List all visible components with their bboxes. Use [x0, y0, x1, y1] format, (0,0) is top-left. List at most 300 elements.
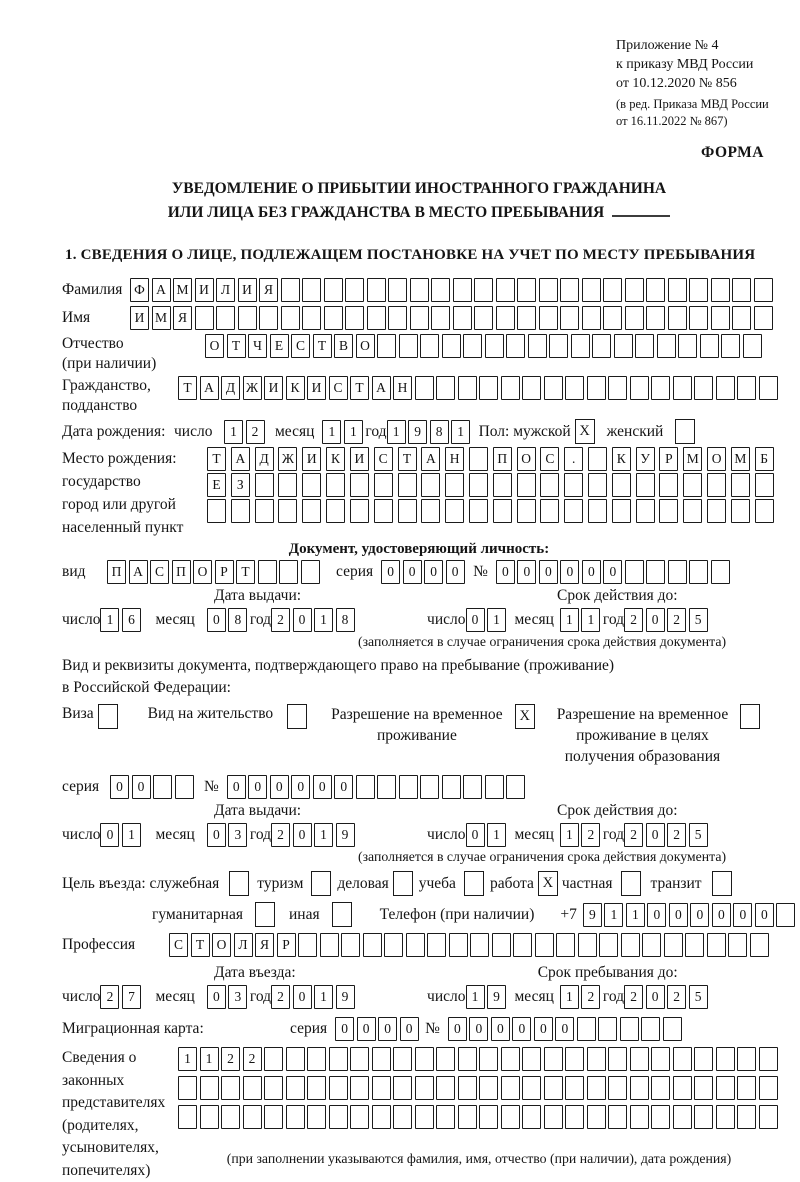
char-cell[interactable]: [279, 560, 298, 584]
char-cell[interactable]: 0: [466, 823, 485, 847]
char-cell[interactable]: 5: [689, 985, 708, 1009]
purpose-official-checkbox[interactable]: [229, 871, 249, 896]
char-cell[interactable]: 1: [314, 608, 333, 632]
char-cell[interactable]: [479, 1105, 498, 1129]
char-cell[interactable]: [759, 1105, 778, 1129]
char-cell[interactable]: [716, 376, 735, 400]
char-cell[interactable]: [711, 278, 730, 302]
char-cell[interactable]: 1: [466, 985, 485, 1009]
char-cell[interactable]: 9: [336, 823, 355, 847]
char-cell[interactable]: [463, 334, 482, 358]
char-cell[interactable]: [651, 1076, 670, 1100]
char-cell[interactable]: [178, 1105, 197, 1129]
char-cell[interactable]: 1: [626, 903, 645, 927]
char-cell[interactable]: Е: [270, 334, 289, 358]
char-cell[interactable]: [625, 278, 644, 302]
char-cell[interactable]: [759, 1076, 778, 1100]
char-cell[interactable]: Н: [445, 447, 464, 471]
char-cell[interactable]: [646, 278, 665, 302]
char-cell[interactable]: [689, 278, 708, 302]
char-cell[interactable]: [578, 933, 597, 957]
char-cell[interactable]: [221, 1105, 240, 1129]
char-cell[interactable]: [153, 775, 172, 799]
char-cell[interactable]: [259, 306, 278, 330]
char-cell[interactable]: [517, 473, 536, 497]
char-cell[interactable]: П: [107, 560, 126, 584]
char-cell[interactable]: Я: [173, 306, 192, 330]
char-cell[interactable]: 0: [646, 823, 665, 847]
purpose-business-checkbox[interactable]: [393, 871, 413, 896]
char-cell[interactable]: [264, 1076, 283, 1100]
char-cell[interactable]: П: [493, 447, 512, 471]
char-cell[interactable]: [372, 1076, 391, 1100]
char-cell[interactable]: [449, 933, 468, 957]
visa-checkbox[interactable]: [98, 704, 118, 729]
char-cell[interactable]: И: [238, 278, 257, 302]
char-cell[interactable]: 5: [689, 823, 708, 847]
char-cell[interactable]: [776, 903, 795, 927]
char-cell[interactable]: 0: [335, 1017, 354, 1041]
char-cell[interactable]: 1: [314, 823, 333, 847]
char-cell[interactable]: [281, 278, 300, 302]
char-cell[interactable]: К: [326, 447, 345, 471]
char-cell[interactable]: [608, 1076, 627, 1100]
char-cell[interactable]: [540, 499, 559, 523]
char-cell[interactable]: [700, 334, 719, 358]
char-cell[interactable]: 0: [466, 608, 485, 632]
char-cell[interactable]: [427, 933, 446, 957]
char-cell[interactable]: [621, 933, 640, 957]
char-cell[interactable]: 0: [334, 775, 353, 799]
char-cell[interactable]: [255, 473, 274, 497]
char-cell[interactable]: [522, 1105, 541, 1129]
char-cell[interactable]: 0: [539, 560, 558, 584]
char-cell[interactable]: З: [231, 473, 250, 497]
char-cell[interactable]: [528, 334, 547, 358]
char-cell[interactable]: [453, 306, 472, 330]
char-cell[interactable]: 2: [271, 608, 290, 632]
char-cell[interactable]: [657, 334, 676, 358]
char-cell[interactable]: Р: [277, 933, 296, 957]
char-cell[interactable]: [264, 1105, 283, 1129]
char-cell[interactable]: [737, 1105, 756, 1129]
char-cell[interactable]: [549, 334, 568, 358]
char-cell[interactable]: 0: [491, 1017, 510, 1041]
char-cell[interactable]: М: [152, 306, 171, 330]
char-cell[interactable]: 0: [270, 775, 289, 799]
char-cell[interactable]: [506, 334, 525, 358]
char-cell[interactable]: [243, 1105, 262, 1129]
char-cell[interactable]: [278, 499, 297, 523]
char-cell[interactable]: [207, 499, 226, 523]
char-cell[interactable]: [612, 499, 631, 523]
char-cell[interactable]: 8: [336, 608, 355, 632]
char-cell[interactable]: [388, 278, 407, 302]
char-cell[interactable]: Я: [255, 933, 274, 957]
char-cell[interactable]: 0: [100, 823, 119, 847]
char-cell[interactable]: [286, 1047, 305, 1071]
char-cell[interactable]: 0: [400, 1017, 419, 1041]
char-cell[interactable]: [565, 1105, 584, 1129]
char-cell[interactable]: [329, 1076, 348, 1100]
char-cell[interactable]: [436, 1076, 455, 1100]
char-cell[interactable]: [664, 933, 683, 957]
char-cell[interactable]: [646, 306, 665, 330]
char-cell[interactable]: [479, 376, 498, 400]
char-cell[interactable]: 0: [560, 560, 579, 584]
char-cell[interactable]: [731, 499, 750, 523]
char-cell[interactable]: 0: [517, 560, 536, 584]
char-cell[interactable]: [479, 1076, 498, 1100]
char-cell[interactable]: 0: [469, 1017, 488, 1041]
char-cell[interactable]: [301, 560, 320, 584]
char-cell[interactable]: [264, 1047, 283, 1071]
char-cell[interactable]: [442, 334, 461, 358]
char-cell[interactable]: 9: [583, 903, 602, 927]
char-cell[interactable]: [298, 933, 317, 957]
char-cell[interactable]: [372, 1047, 391, 1071]
char-cell[interactable]: [307, 1105, 326, 1129]
char-cell[interactable]: О: [205, 334, 224, 358]
char-cell[interactable]: Е: [207, 473, 226, 497]
purpose-other-checkbox[interactable]: [332, 902, 352, 927]
char-cell[interactable]: 1: [451, 420, 470, 444]
char-cell[interactable]: [374, 499, 393, 523]
char-cell[interactable]: [737, 1047, 756, 1071]
char-cell[interactable]: 1: [322, 420, 341, 444]
char-cell[interactable]: [694, 1105, 713, 1129]
char-cell[interactable]: М: [731, 447, 750, 471]
char-cell[interactable]: [625, 306, 644, 330]
char-cell[interactable]: [694, 1076, 713, 1100]
char-cell[interactable]: [243, 1076, 262, 1100]
char-cell[interactable]: [469, 473, 488, 497]
residence-permit-checkbox[interactable]: [287, 704, 307, 729]
char-cell[interactable]: [707, 473, 726, 497]
char-cell[interactable]: [564, 499, 583, 523]
char-cell[interactable]: [302, 278, 321, 302]
char-cell[interactable]: [350, 1047, 369, 1071]
char-cell[interactable]: [302, 306, 321, 330]
char-cell[interactable]: [754, 306, 773, 330]
char-cell[interactable]: 0: [132, 775, 151, 799]
char-cell[interactable]: 2: [667, 985, 686, 1009]
char-cell[interactable]: 0: [603, 560, 622, 584]
char-cell[interactable]: 0: [669, 903, 688, 927]
char-cell[interactable]: [544, 1076, 563, 1100]
char-cell[interactable]: [711, 306, 730, 330]
char-cell[interactable]: [668, 278, 687, 302]
char-cell[interactable]: [501, 1076, 520, 1100]
char-cell[interactable]: [398, 473, 417, 497]
char-cell[interactable]: Т: [178, 376, 197, 400]
char-cell[interactable]: [592, 334, 611, 358]
purpose-private-checkbox[interactable]: [621, 871, 641, 896]
char-cell[interactable]: И: [350, 447, 369, 471]
char-cell[interactable]: Р: [659, 447, 678, 471]
char-cell[interactable]: [683, 499, 702, 523]
char-cell[interactable]: Ж: [243, 376, 262, 400]
char-cell[interactable]: [399, 334, 418, 358]
char-cell[interactable]: С: [329, 376, 348, 400]
char-cell[interactable]: 0: [646, 608, 665, 632]
char-cell[interactable]: И: [264, 376, 283, 400]
char-cell[interactable]: Л: [216, 278, 235, 302]
char-cell[interactable]: [393, 1076, 412, 1100]
char-cell[interactable]: 1: [100, 608, 119, 632]
char-cell[interactable]: 3: [228, 985, 247, 1009]
char-cell[interactable]: [458, 376, 477, 400]
char-cell[interactable]: [732, 306, 751, 330]
char-cell[interactable]: [612, 473, 631, 497]
char-cell[interactable]: [759, 376, 778, 400]
char-cell[interactable]: 0: [378, 1017, 397, 1041]
char-cell[interactable]: [474, 306, 493, 330]
char-cell[interactable]: [535, 933, 554, 957]
char-cell[interactable]: 0: [293, 985, 312, 1009]
char-cell[interactable]: [539, 306, 558, 330]
char-cell[interactable]: [324, 306, 343, 330]
purpose-work-checkbox[interactable]: X: [538, 871, 558, 896]
char-cell[interactable]: 1: [487, 608, 506, 632]
temp-residence-checkbox[interactable]: X: [515, 704, 535, 729]
char-cell[interactable]: [286, 1105, 305, 1129]
char-cell[interactable]: [608, 1105, 627, 1129]
char-cell[interactable]: [393, 1105, 412, 1129]
char-cell[interactable]: [517, 278, 536, 302]
char-cell[interactable]: [231, 499, 250, 523]
char-cell[interactable]: 2: [271, 823, 290, 847]
purpose-tourism-checkbox[interactable]: [311, 871, 331, 896]
char-cell[interactable]: [431, 278, 450, 302]
char-cell[interactable]: 0: [313, 775, 332, 799]
char-cell[interactable]: [200, 1105, 219, 1129]
char-cell[interactable]: 0: [424, 560, 443, 584]
char-cell[interactable]: А: [421, 447, 440, 471]
char-cell[interactable]: 9: [336, 985, 355, 1009]
char-cell[interactable]: [668, 560, 687, 584]
char-cell[interactable]: 2: [667, 608, 686, 632]
char-cell[interactable]: 0: [712, 903, 731, 927]
char-cell[interactable]: [436, 1047, 455, 1071]
char-cell[interactable]: А: [152, 278, 171, 302]
char-cell[interactable]: К: [612, 447, 631, 471]
char-cell[interactable]: [377, 775, 396, 799]
char-cell[interactable]: Б: [755, 447, 774, 471]
char-cell[interactable]: [367, 306, 386, 330]
char-cell[interactable]: 2: [581, 823, 600, 847]
char-cell[interactable]: 7: [122, 985, 141, 1009]
char-cell[interactable]: М: [683, 447, 702, 471]
char-cell[interactable]: [445, 473, 464, 497]
char-cell[interactable]: Я: [259, 278, 278, 302]
char-cell[interactable]: [493, 499, 512, 523]
char-cell[interactable]: В: [334, 334, 353, 358]
char-cell[interactable]: Д: [255, 447, 274, 471]
char-cell[interactable]: Т: [398, 447, 417, 471]
char-cell[interactable]: [326, 473, 345, 497]
char-cell[interactable]: [469, 447, 488, 471]
char-cell[interactable]: 0: [733, 903, 752, 927]
char-cell[interactable]: [485, 334, 504, 358]
char-cell[interactable]: [544, 376, 563, 400]
purpose-study-checkbox[interactable]: [464, 871, 484, 896]
char-cell[interactable]: [755, 473, 774, 497]
char-cell[interactable]: 1: [560, 608, 579, 632]
char-cell[interactable]: А: [200, 376, 219, 400]
char-cell[interactable]: 0: [357, 1017, 376, 1041]
char-cell[interactable]: [608, 1047, 627, 1071]
char-cell[interactable]: [501, 1105, 520, 1129]
char-cell[interactable]: [685, 933, 704, 957]
char-cell[interactable]: [367, 278, 386, 302]
char-cell[interactable]: [630, 1105, 649, 1129]
char-cell[interactable]: 0: [582, 560, 601, 584]
char-cell[interactable]: [496, 278, 515, 302]
char-cell[interactable]: 2: [624, 985, 643, 1009]
char-cell[interactable]: [469, 499, 488, 523]
char-cell[interactable]: [415, 1047, 434, 1071]
char-cell[interactable]: [345, 278, 364, 302]
char-cell[interactable]: [372, 1105, 391, 1129]
char-cell[interactable]: [388, 306, 407, 330]
char-cell[interactable]: [216, 306, 235, 330]
char-cell[interactable]: [302, 499, 321, 523]
char-cell[interactable]: [560, 278, 579, 302]
char-cell[interactable]: [474, 278, 493, 302]
char-cell[interactable]: Т: [227, 334, 246, 358]
char-cell[interactable]: [479, 1047, 498, 1071]
char-cell[interactable]: 0: [381, 560, 400, 584]
char-cell[interactable]: [341, 933, 360, 957]
char-cell[interactable]: 0: [248, 775, 267, 799]
char-cell[interactable]: [598, 1017, 617, 1041]
char-cell[interactable]: 1: [200, 1047, 219, 1071]
char-cell[interactable]: [410, 306, 429, 330]
char-cell[interactable]: 0: [207, 608, 226, 632]
char-cell[interactable]: 2: [271, 985, 290, 1009]
sex-male-checkbox[interactable]: X: [575, 419, 595, 444]
char-cell[interactable]: 0: [207, 823, 226, 847]
char-cell[interactable]: 0: [293, 823, 312, 847]
char-cell[interactable]: 2: [667, 823, 686, 847]
char-cell[interactable]: 0: [293, 608, 312, 632]
sex-female-checkbox[interactable]: [675, 419, 695, 444]
char-cell[interactable]: 8: [228, 608, 247, 632]
char-cell[interactable]: [544, 1105, 563, 1129]
char-cell[interactable]: С: [150, 560, 169, 584]
char-cell[interactable]: [410, 278, 429, 302]
char-cell[interactable]: [683, 473, 702, 497]
char-cell[interactable]: О: [193, 560, 212, 584]
char-cell[interactable]: [445, 499, 464, 523]
char-cell[interactable]: [728, 933, 747, 957]
char-cell[interactable]: [501, 1047, 520, 1071]
char-cell[interactable]: [255, 499, 274, 523]
char-cell[interactable]: 0: [227, 775, 246, 799]
char-cell[interactable]: [651, 376, 670, 400]
char-cell[interactable]: [501, 376, 520, 400]
char-cell[interactable]: Т: [191, 933, 210, 957]
edu-residence-checkbox[interactable]: [740, 704, 760, 729]
char-cell[interactable]: Л: [234, 933, 253, 957]
char-cell[interactable]: [737, 376, 756, 400]
char-cell[interactable]: [493, 473, 512, 497]
char-cell[interactable]: [522, 1076, 541, 1100]
char-cell[interactable]: [636, 499, 655, 523]
char-cell[interactable]: [673, 1047, 692, 1071]
char-cell[interactable]: [663, 1017, 682, 1041]
char-cell[interactable]: [329, 1047, 348, 1071]
char-cell[interactable]: И: [195, 278, 214, 302]
char-cell[interactable]: [522, 376, 541, 400]
char-cell[interactable]: [329, 1105, 348, 1129]
char-cell[interactable]: [398, 499, 417, 523]
char-cell[interactable]: [711, 560, 730, 584]
char-cell[interactable]: .: [564, 447, 583, 471]
char-cell[interactable]: [646, 560, 665, 584]
char-cell[interactable]: [587, 376, 606, 400]
char-cell[interactable]: [732, 278, 751, 302]
char-cell[interactable]: [415, 1076, 434, 1100]
char-cell[interactable]: [384, 933, 403, 957]
char-cell[interactable]: [587, 1105, 606, 1129]
char-cell[interactable]: [599, 933, 618, 957]
char-cell[interactable]: [694, 376, 713, 400]
char-cell[interactable]: Ф: [130, 278, 149, 302]
char-cell[interactable]: [506, 775, 525, 799]
char-cell[interactable]: 1: [604, 903, 623, 927]
char-cell[interactable]: [625, 560, 644, 584]
char-cell[interactable]: [544, 1047, 563, 1071]
char-cell[interactable]: Н: [393, 376, 412, 400]
char-cell[interactable]: И: [130, 306, 149, 330]
char-cell[interactable]: [556, 933, 575, 957]
char-cell[interactable]: [673, 1105, 692, 1129]
char-cell[interactable]: [496, 306, 515, 330]
char-cell[interactable]: [421, 499, 440, 523]
char-cell[interactable]: 2: [246, 420, 265, 444]
char-cell[interactable]: [350, 1076, 369, 1100]
char-cell[interactable]: 1: [581, 608, 600, 632]
char-cell[interactable]: Ж: [278, 447, 297, 471]
char-cell[interactable]: [603, 278, 622, 302]
char-cell[interactable]: О: [517, 447, 536, 471]
char-cell[interactable]: А: [231, 447, 250, 471]
char-cell[interactable]: [415, 376, 434, 400]
char-cell[interactable]: С: [291, 334, 310, 358]
char-cell[interactable]: 1: [560, 823, 579, 847]
char-cell[interactable]: [636, 473, 655, 497]
char-cell[interactable]: [356, 775, 375, 799]
char-cell[interactable]: [470, 933, 489, 957]
char-cell[interactable]: [278, 473, 297, 497]
char-cell[interactable]: [642, 933, 661, 957]
char-cell[interactable]: С: [169, 933, 188, 957]
char-cell[interactable]: [668, 306, 687, 330]
char-cell[interactable]: [659, 473, 678, 497]
char-cell[interactable]: [175, 775, 194, 799]
char-cell[interactable]: [630, 376, 649, 400]
char-cell[interactable]: Т: [313, 334, 332, 358]
char-cell[interactable]: [673, 376, 692, 400]
char-cell[interactable]: [539, 278, 558, 302]
char-cell[interactable]: 2: [624, 823, 643, 847]
char-cell[interactable]: 2: [624, 608, 643, 632]
char-cell[interactable]: 0: [496, 560, 515, 584]
char-cell[interactable]: [324, 278, 343, 302]
char-cell[interactable]: [485, 775, 504, 799]
